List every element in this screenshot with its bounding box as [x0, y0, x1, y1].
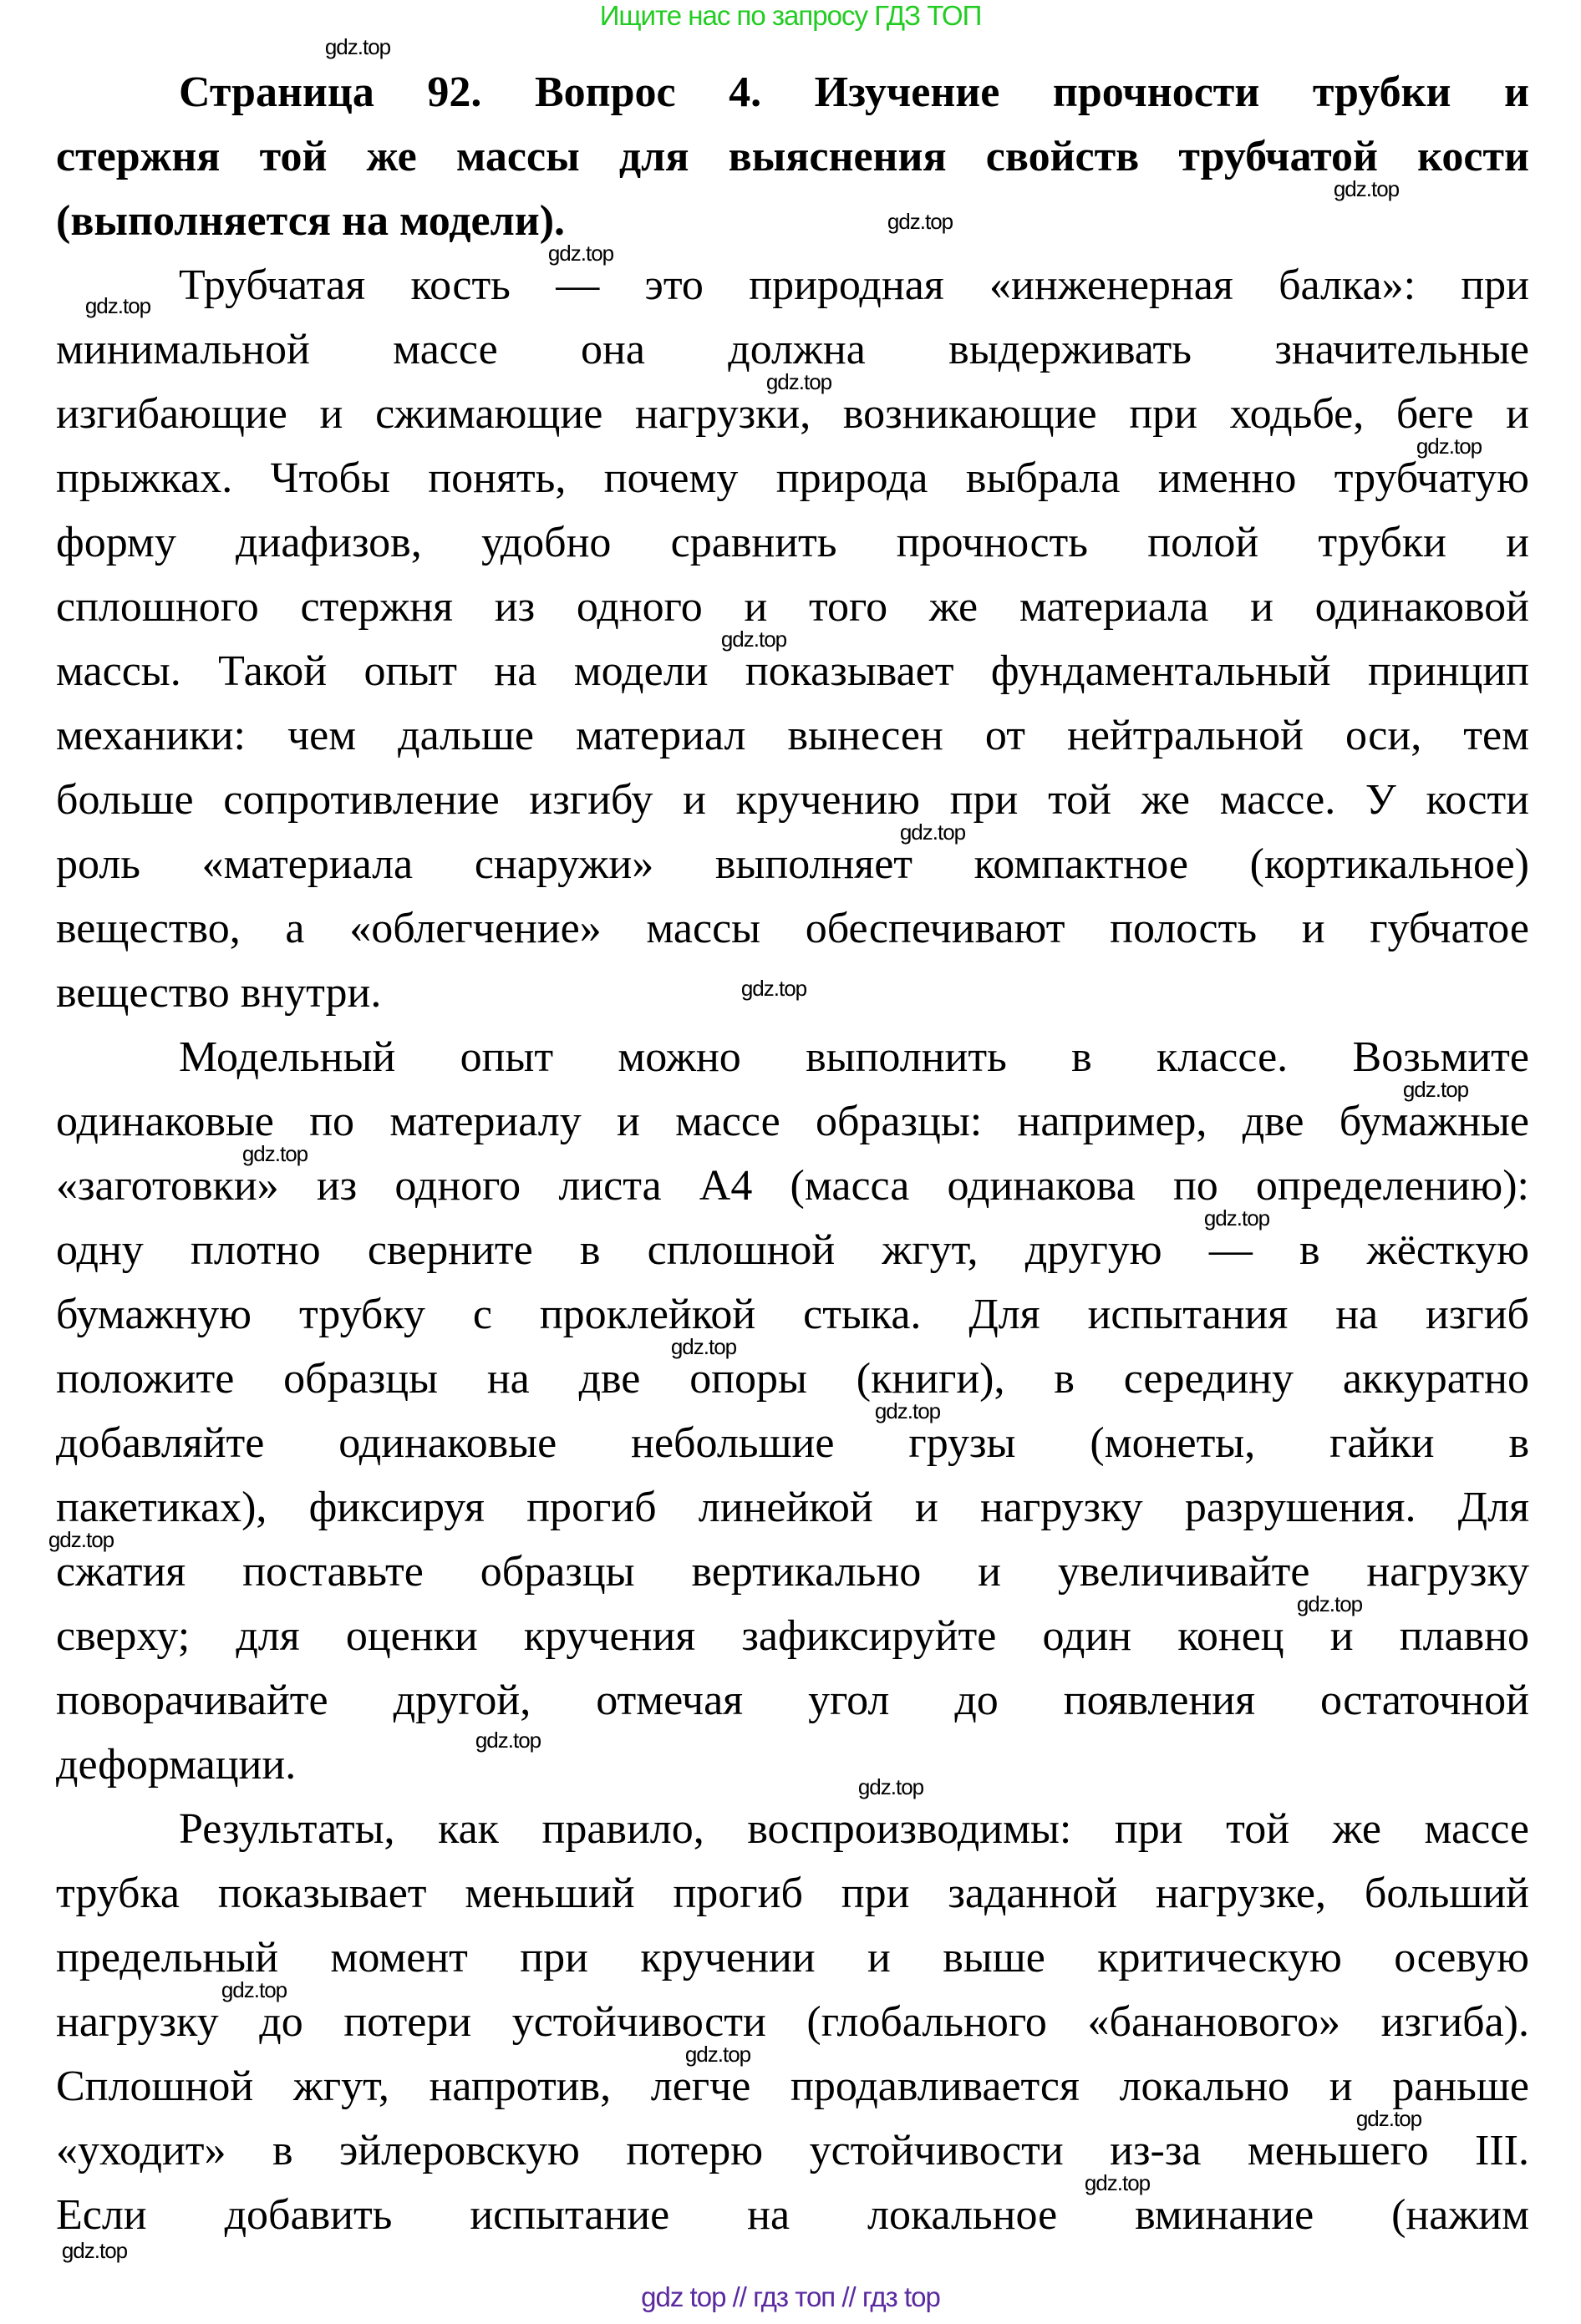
text-line: стержня той же массы для выяснения свойств трубчатой кости: [56, 133, 1529, 180]
text-line: одну плотно сверните в сплошной жгут, другую — в жёсткую: [56, 1226, 1529, 1274]
text-line: минимальной массе она должна выдерживать значительные: [56, 326, 1529, 373]
text-line: больше сопротивление изгибу и кручению при той же массе. У кости: [56, 776, 1529, 824]
text-line: трубка показывает меньший прогиб при заданной нагрузке, больший: [56, 1870, 1529, 1917]
text-line: добавляйте одинаковые небольшие грузы (монеты, гайки в: [56, 1419, 1529, 1467]
watermark-text: gdz.top: [1402, 1077, 1469, 1102]
text-line: Если добавить испытание на локальное вминание (нажим: [56, 2191, 1529, 2239]
text-line: деформации.: [56, 1741, 297, 1789]
text-line: роль «материала снаружи» выполняет компактное (кортикальное): [56, 840, 1529, 888]
watermark-text: gdz.top: [857, 1774, 924, 1799]
text-line: изгибающие и сжимающие нагрузки, возникающие при ходьбе, беге и: [56, 390, 1529, 438]
watermark-text: gdz.top: [48, 1527, 114, 1552]
text-line: поворачивайте другой, отмечая угол до появления остаточной: [56, 1677, 1529, 1724]
text-line: (выполняется на модели).: [56, 197, 566, 245]
watermark-text: gdz.top: [547, 241, 614, 266]
watermark-text: gdz.top: [887, 209, 953, 234]
text-line: одинаковые по материалу и массе образцы: например, две бумажные: [56, 1098, 1529, 1145]
text-line: Результаты, как правило, воспроизводимы: при той же массе: [179, 1805, 1529, 1853]
text-line: сплошного стержня из одного и того же материала и одинаковой: [56, 583, 1529, 631]
text-line: массы. Такой опыт на модели показывает фундаментальный принцип: [56, 647, 1529, 695]
watermark-text: gdz.top: [684, 2042, 751, 2067]
text-line: форму диафизов, удобно сравнить прочность полой трубки и: [56, 519, 1529, 566]
footer-links[interactable]: gdz top // гдз топ // гдз top: [641, 2281, 940, 2312]
search-banner[interactable]: Ищите нас по запросу ГДЗ ТОП: [599, 0, 982, 31]
watermark-text: gdz.top: [1203, 1205, 1270, 1231]
text-line: Сплошной жгут, напротив, легче продавливается локально и раньше: [56, 2063, 1529, 2110]
text-line: положите образцы на две опоры (книги), в середину аккуратно: [56, 1355, 1529, 1403]
watermark-text: gdz.top: [84, 293, 151, 318]
watermark-text: gdz.top: [899, 819, 966, 845]
text-line: прыжках. Чтобы понять, почему природа выбрала именно трубчатую: [56, 454, 1529, 502]
watermark-text: gdz.top: [874, 1398, 941, 1423]
text-line: Трубчатая кость — это природная «инженерная балка»: при: [179, 261, 1529, 309]
watermark-text: gdz.top: [740, 976, 807, 1001]
watermark-text: gdz.top: [61, 2238, 128, 2263]
watermark-text: gdz.top: [1333, 176, 1400, 201]
text-line: вещество, а «облегчение» массы обеспечивают полость и губчатое: [56, 905, 1529, 952]
text-line: «заготовки» из одного листа А4 (масса одинакова по определению):: [56, 1162, 1529, 1210]
watermark-text: gdz.top: [241, 1141, 308, 1166]
text-line: сверху; для оценки кручения зафиксируйте один конец и плавно: [56, 1612, 1529, 1660]
paragraph: [56, 1797, 1529, 2247]
text-line: нагрузку до потери устойчивости (глобального «бананового» изгиба).: [56, 1998, 1529, 2046]
watermark-text: gdz.top: [1355, 2106, 1422, 2131]
text-line: бумажную трубку с проклейкой стыка. Для испытания на изгиб: [56, 1291, 1529, 1338]
watermark-text: gdz.top: [670, 1334, 737, 1359]
page-title: [56, 60, 1529, 253]
watermark-text: gdz.top: [221, 1977, 287, 2002]
text-line: сжатия поставьте образцы вертикально и увеличивайте нагрузку: [56, 1548, 1529, 1596]
watermark-text: gdz.top: [1416, 434, 1482, 459]
text-line: механики: чем дальше материал вынесен от нейтральной оси, тем: [56, 712, 1529, 759]
text-line: Модельный опыт можно выполнить в классе. Возьмите: [179, 1033, 1529, 1081]
text-line: Страница 92. Вопрос 4. Изучение прочности трубки и: [179, 69, 1529, 116]
text-line: вещество внутри.: [56, 969, 382, 1017]
watermark-text: gdz.top: [765, 369, 832, 394]
watermark-text: gdz.top: [720, 627, 787, 652]
watermark-text: gdz.top: [475, 1728, 541, 1753]
watermark-text: gdz.top: [1084, 2170, 1151, 2195]
watermark-text: gdz.top: [324, 34, 391, 59]
text-line: пакетиках), фиксируя прогиб линейкой и нагрузку разрушения. Для: [56, 1484, 1529, 1531]
text-line: «уходит» в эйлеровскую потерю устойчивости из-за меньшего III.: [56, 2127, 1529, 2174]
watermark-text: gdz.top: [1296, 1591, 1363, 1616]
text-line: предельный момент при кручении и выше критическую осевую: [56, 1934, 1529, 1981]
